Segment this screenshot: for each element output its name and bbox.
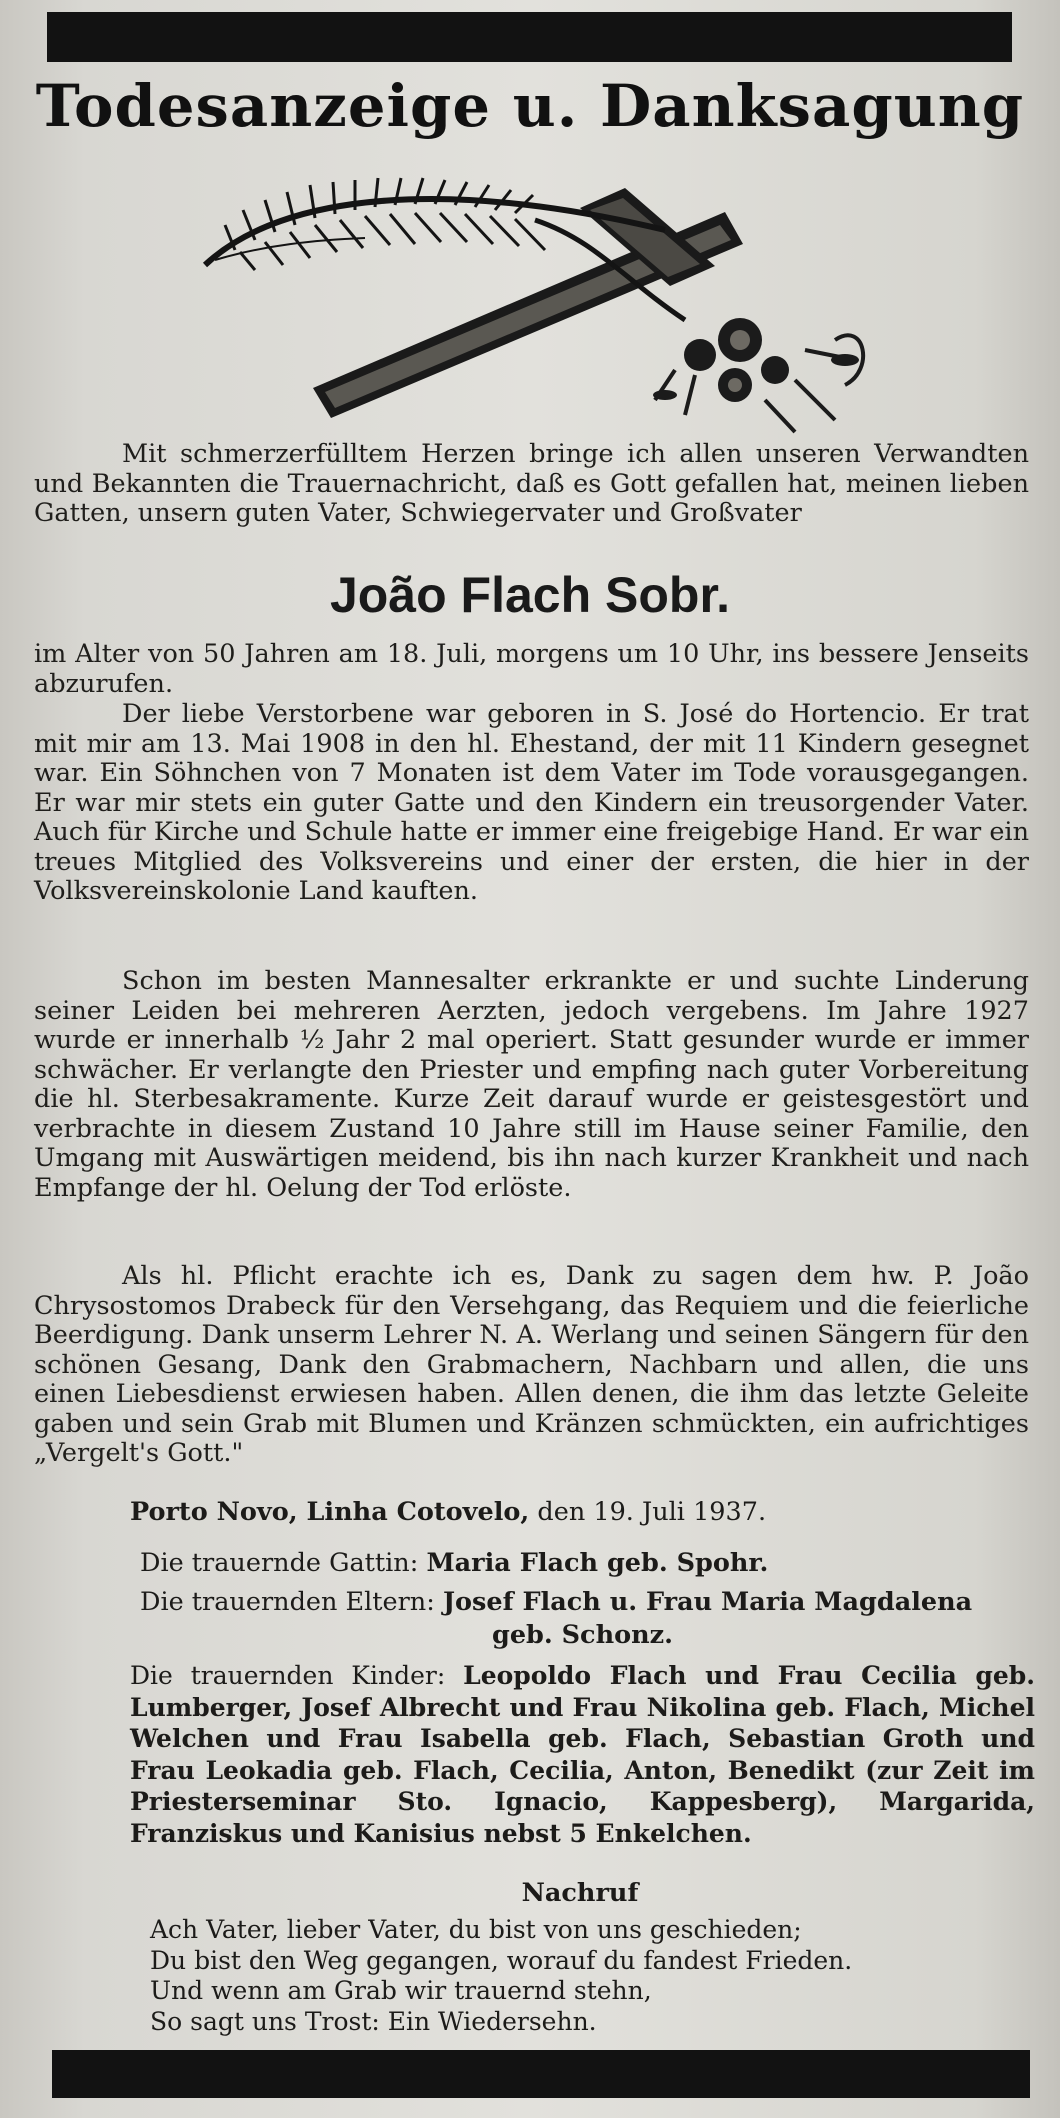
deceased-name: João Flach Sobr. (329, 567, 731, 623)
intro-paragraph: Mit schmerzerfülltem Herzen bringe ich allen unseren Verwandten und Bekannten die Trauernachricht, daß es Gott gefallen hat, meinen lieben Gatten, unsern guten Vater, Schwiegervater und Großvater (34, 439, 1029, 528)
poem-line: Du bist den Weg gegangen, worauf du fandest Frieden. (150, 1945, 853, 1975)
children-label: Die trauernden Kinder: (130, 1661, 446, 1690)
poem-line: Ach Vater, lieber Vater, du bist von uns geschieden; (150, 1915, 802, 1944)
dateline-date: den 19. Juli 1937. (537, 1497, 767, 1527)
cross-icon (313, 188, 743, 418)
children-names: Leopoldo Flach und Frau Cecilia geb. Lumberger, Josef Albrecht und Frau Nikolina geb. Flach, Michel Welchen und Frau Isabella geb. Flach, Sebastian Groth und Frau Leokadia geb. Flach, Cecilia, Anton, Benedikt (zur Zeit im Priesterseminar Sto. Ignacio, Kappesberg), Margarida, Franziskus und Kanisius nebst 5 Enkelchen. (130, 1661, 1035, 1848)
parents-names-continued: geb. Schonz. (491, 1620, 674, 1650)
poem-line: Und wenn am Grab wir trauernd stehn, (150, 1976, 652, 2005)
paragraph-age: im Alter von 50 Jahren am 18. Juli, morgens um 10 Uhr, ins bessere Jenseits abzurufen. (34, 639, 1029, 699)
parents-names: Josef Flach u. Frau Maria Magdalena (442, 1587, 973, 1617)
parents-line (140, 1587, 972, 1617)
paragraph-biography: Der liebe Verstorbene war geboren in S. José do Hortencio. Er trat mit mir am 13. Mai 1908 in den hl. Ehestand, der mit 11 Kindern gesegnet war. Ein Söhnchen von 7 Monaten ist dem Vater im Tode vorausgegangen. Er war mir stets ein guter Gatte und den Kindern ein treusorgender Vater. Auch für Kirche und Schule hatte er immer eine freigebige Hand. Er war ein treues Mitglied des Volksvereins und einer der ersten, die hier in der Volksvereinskolonie Land kauften. (34, 699, 1029, 906)
headline: Todesanzeige u. Danksagung (35, 72, 1025, 140)
dateline (130, 1497, 766, 1527)
bottom-black-rule (52, 2050, 1030, 2098)
flower-bouquet-icon (653, 318, 863, 432)
widow-name: Maria Flach geb. Spohr. (426, 1548, 769, 1578)
cross-palm-emblem (195, 170, 885, 440)
poem-title: Nachruf (521, 1878, 639, 1908)
top-black-rule (47, 12, 1012, 62)
paragraph-thanks: Als hl. Pflicht erachte ich es, Dank zu sagen dem hw. P. João Chrysostomos Drabeck für den Versehgang, das Requiem und die feierliche Beerdigung. Dank unserm Lehrer N. A. Werlang und seinen Sängern für den schönen Gesang, Dank den Grabmachern, Nachbarn und allen, die uns einen Liebesdienst erwiesen haben. Allen denen, die ihm das letzte Geleite gaben und sein Grab mit Blumen und Kränzen schmückten, ein aufrichtiges „Vergelt's Gott." (34, 1261, 1029, 1468)
poem (150, 1915, 1010, 2037)
dateline-place: Porto Novo, Linha Cotovelo, (130, 1497, 530, 1527)
widow-line (140, 1548, 768, 1578)
parents-label: Die trauernden Eltern: (140, 1587, 435, 1617)
children-block (130, 1660, 1035, 1849)
widow-label: Die trauernde Gattin: (140, 1548, 419, 1578)
poem-line: So sagt uns Trost: Ein Wiedersehn. (150, 2006, 597, 2036)
paragraph-illness: Schon im besten Mannesalter erkrankte er und suchte Linderung seiner Leiden bei mehreren Aerzten, jedoch vergebens. Im Jahre 1927 wurde er innerhalb ½ Jahr 2 mal operiert. Statt gesunder wurde er immer schwächer. Er verlangte den Priester und empfing nach guter Vorbereitung die hl. Sterbesakramente. Kurze Zeit darauf wurde er geistesgestört und verbrachte in diesem Zustand 10 Jahre still im Hause seiner Familie, den Umgang mit Auswärtigen meidend, bis ihn nach kurzer Krankheit und nach Empfange der hl. Oelung der Tod erlöste. (34, 966, 1029, 1203)
